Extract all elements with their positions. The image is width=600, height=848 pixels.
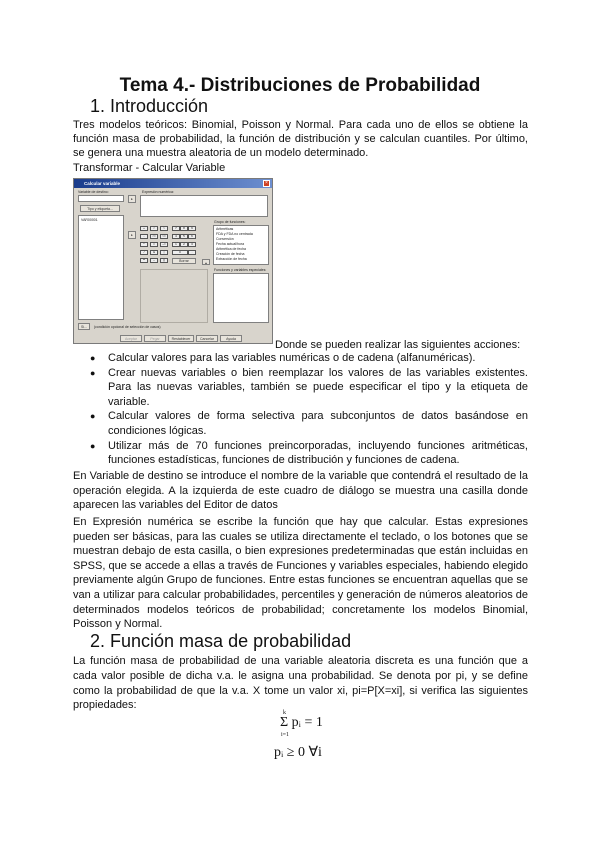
keypad-key: .	[188, 250, 196, 255]
section2-heading: 2. Función masa de probabilidad	[90, 631, 352, 651]
menu-path: Transformar - Calcular Variable	[73, 162, 226, 174]
keypad-key: **	[140, 258, 148, 263]
keypad-key: 0	[172, 250, 188, 255]
list-item: ● Crear nuevas variables o bien reemplazar los valores de las variables existentes. Para las nuevas variables, también se puede especificar el tipo y la etiqueta de variable.	[90, 366, 528, 410]
actions-list	[90, 351, 528, 468]
intro-line-2: función masa de probabilidad, la función de distribución y se calculan cuantiles. Por último,	[73, 133, 528, 145]
intro-line-3: se genera una muestra aleatoria de un modelo determinado.	[73, 147, 369, 159]
keypad-key: 9	[188, 226, 196, 231]
expression-input	[140, 195, 268, 217]
type-label-button: Tipo y etiqueta...	[80, 205, 120, 212]
functions-list	[213, 273, 269, 323]
keypad-key: ~=	[160, 242, 168, 247]
list-item: ● Utilizar más de 70 funciones preincorporadas, incluyendo funciones aritméticas, funciones estadísticas, funciones de distribución y funciones de cadena.	[90, 439, 528, 468]
group-item: Aritméticas	[216, 227, 234, 231]
keypad-key: *	[140, 242, 148, 247]
group-item: Aritmética de fecha	[216, 247, 246, 251]
keypad-key: 1	[172, 242, 180, 247]
arrow-expression-button: ▸	[128, 231, 136, 239]
group-item: Conversión	[216, 237, 234, 241]
group-label: Grupo de funciones:	[214, 220, 246, 224]
variable-item: VAR00001	[81, 218, 98, 222]
keypad-key: 8	[180, 226, 188, 231]
s2-line-1: La función masa de probabilidad de una variable aleatoria discreta es una función que a	[73, 655, 528, 667]
cancel-button: Cancelar	[196, 335, 218, 342]
sum-upper: k	[283, 710, 286, 716]
sum-lower: i=1	[281, 732, 290, 738]
keypad-key: &	[150, 250, 158, 255]
keypad-key: 7	[172, 226, 180, 231]
keypad-key: 6	[188, 234, 196, 239]
dialog-title: Calcular variable	[84, 181, 121, 186]
target-input	[78, 195, 124, 202]
function-description	[140, 269, 208, 323]
keypad-key: ()	[160, 258, 168, 263]
arrow-function-button: ▴	[202, 259, 210, 265]
keypad-key: 4	[172, 234, 180, 239]
if-label: (condición opcional de selección de casos)	[94, 325, 161, 329]
dialog-titlebar	[74, 179, 272, 188]
keypad-key: 5	[180, 234, 188, 239]
page-title: Tema 4.- Distribuciones de Probabilidad	[119, 75, 481, 96]
keypad-key: 2	[180, 242, 188, 247]
keypad-key: -	[140, 234, 148, 239]
keypad-key: <	[150, 226, 158, 231]
expression-label: Expresión numérica:	[142, 190, 174, 194]
section1-heading: 1. Introducción	[90, 96, 209, 116]
function-groups-list	[213, 225, 269, 265]
close-icon: ×	[263, 180, 270, 187]
ok-button: Aceptar	[120, 335, 142, 342]
clear-key: Borrar	[172, 258, 196, 264]
after-image-text: Donde se pueden realizar las siguientes acciones:	[275, 339, 521, 351]
keypad-key: =	[150, 242, 158, 247]
keypad-key: +	[140, 226, 148, 231]
keypad-key: ~	[150, 258, 158, 263]
sum-formula: Σ pᵢ = 1	[280, 715, 323, 730]
keypad-key: 3	[188, 242, 196, 247]
keypad-key: |	[160, 250, 168, 255]
nonneg-formula: pᵢ ≥ 0 ∀i	[274, 745, 322, 760]
list-item: ● Calcular valores para las variables numéricas o de cadena (alfanuméricas).	[90, 351, 528, 366]
if-button: Si...	[78, 323, 90, 330]
reset-button: Restablecer	[168, 335, 194, 342]
functions-label: Funciones y variables especiales:	[214, 268, 267, 272]
variables-list	[78, 215, 124, 320]
help-button: Ayuda	[220, 335, 242, 342]
group-item: Extracción de fecha	[216, 257, 247, 261]
s2-line-3: como la probabilidad de que la v.a. X tome un valor xi, pi=P[X=xi], si verifica las siguientes	[73, 685, 528, 697]
s2-line-2: cada valor posible de dicha v.a. le asigna una probabilidad. Se denota por pi, y se define	[73, 670, 528, 682]
keypad-key: >=	[160, 234, 168, 239]
group-item: Creación de fecha	[216, 252, 245, 256]
target-label: Variable de destino:	[78, 190, 109, 194]
group-item: FDA y FDA no centrada	[216, 232, 253, 236]
s2-line-4: propiedades:	[73, 699, 137, 711]
keypad-key: <=	[150, 234, 158, 239]
compute-variable-dialog-image	[73, 178, 273, 344]
list-item: ● Calcular valores de forma selectiva para subconjuntos de datos basándose en condiciones lógicas.	[90, 409, 528, 438]
keypad-key: >	[160, 226, 168, 231]
paste-button: Pegar	[144, 335, 166, 342]
arrow-target-button: ▸	[128, 195, 136, 203]
intro-line-1: Tres modelos teóricos: Binomial, Poisson y Normal. Para cada uno de ellos se obtiene la	[73, 119, 528, 131]
para-destino: En Variable de destino se introduce el nombre de la variable que contendrá el resultado de la operación elegida. A la izquierda de este cuadro de diálogo se muestra una casilla donde aparecen las variables del Editor de datos	[73, 470, 528, 512]
group-item: Fecha actual/hora	[216, 242, 245, 246]
keypad-key: /	[140, 250, 148, 255]
para-expresion: En Expresión numérica se escribe la función que hay que calcular. Estas expresiones pueden ser básicas, para las cuales se utiliza directamente el teclado, o los botones que se muestran debajo de esta casilla, o bien expresiones predeterminadas que están incluidas en SPSS, que se accede a ellas a través de Funciones y variables especiales, habiendo elegido previamente algún Grupo de funciones. Entre estas funciones se encuentran aquellas que se van a utilizar para calcular probabilidades, percentiles y generación de números aleatorios de determinados modelos teóricos de probabilidad; concretamente los modelos Binomial, Poisson y Normal.	[73, 516, 528, 631]
